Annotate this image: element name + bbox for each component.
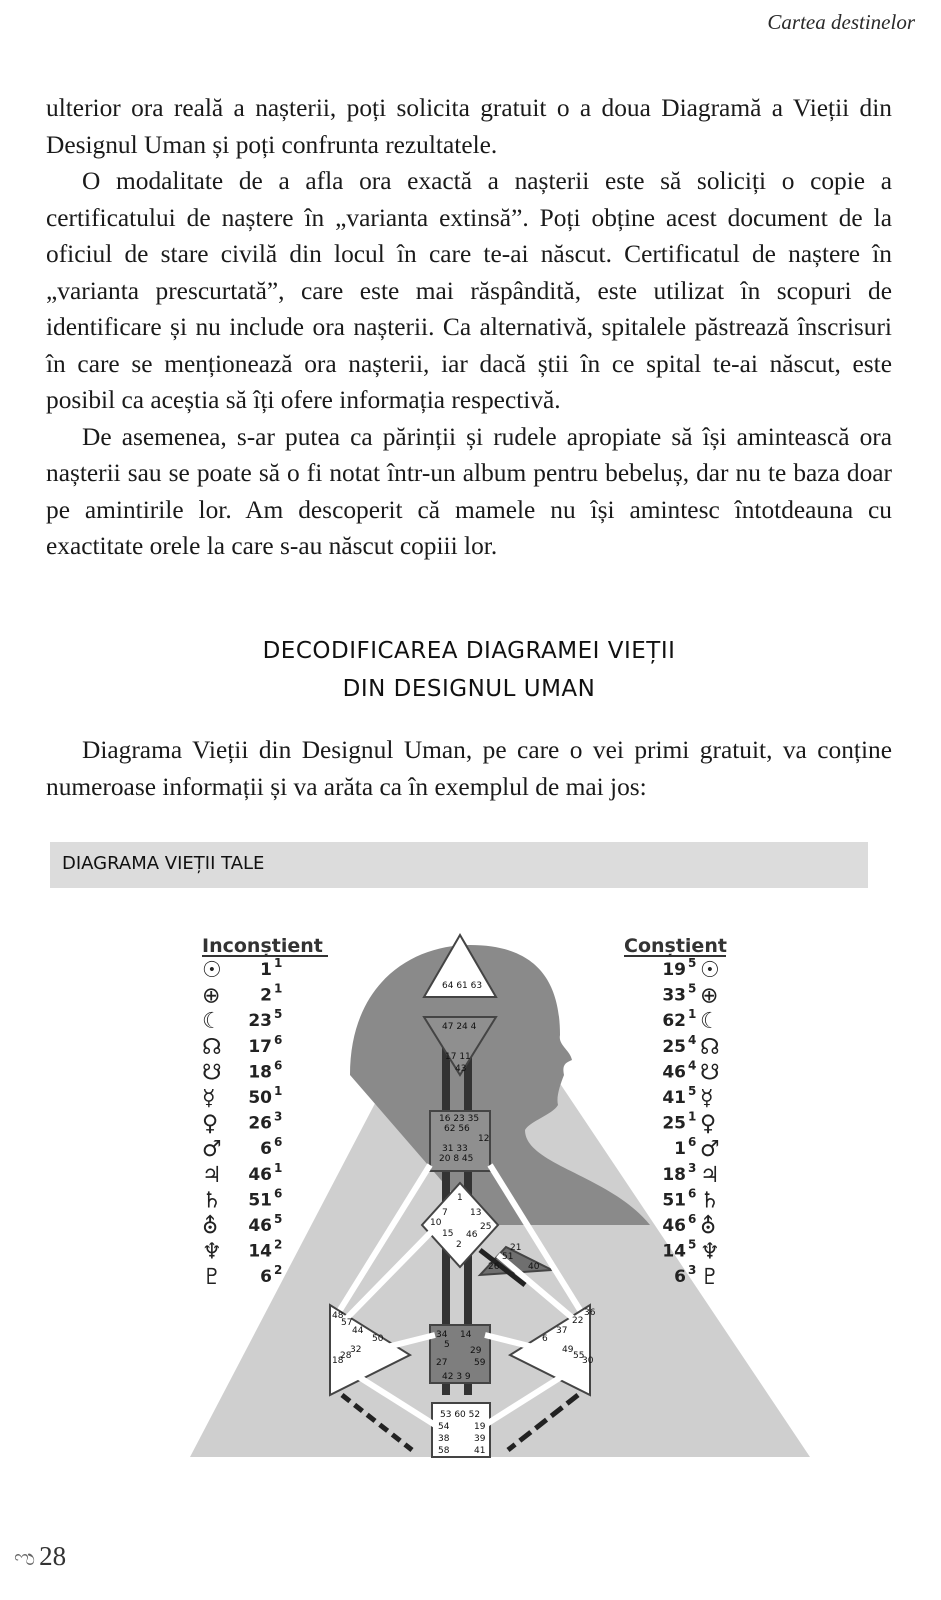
activation-gate: 1 <box>674 1139 686 1160</box>
activation-gate: 18 <box>662 1164 686 1185</box>
activation-line: 6 <box>274 1135 283 1150</box>
gate-label-solar-37: 37 <box>556 1326 568 1336</box>
gate-label-g-10: 10 <box>430 1218 442 1228</box>
paragraph-1: ulterior ora reală a nașterii, poți solicita gratuit o a doua Diagramă a Vieții din Designul Uman și poți confrunta rezultatele. <box>46 94 892 159</box>
activation-line: 6 <box>274 1058 283 1073</box>
gate-label-ajna-mid: 43 <box>455 1064 467 1074</box>
bodygraph-svg <box>180 925 820 1465</box>
activation-line: 5 <box>688 956 697 970</box>
section-intro: Diagrama Vieții din Designul Uman, pe care o vei primi gratuit, va conține numeroase informații și va arăta ca în exemplul de mai jos: <box>46 736 892 801</box>
planet-symbol-icon: ♀ <box>700 1111 717 1137</box>
planet-symbol-icon: ☊ <box>202 1034 222 1060</box>
gate-label-spleen-57: 57 <box>341 1318 353 1328</box>
gate-label-sacral-29: 29 <box>470 1346 482 1356</box>
gate-label-root-19: 19 <box>474 1422 486 1432</box>
activation-gate: 50 <box>248 1088 272 1108</box>
activation-line: 1 <box>274 981 283 996</box>
gate-label-root-top: 53 60 52 <box>440 1410 481 1420</box>
activation-line: 5 <box>274 1212 283 1226</box>
gate-label-g-13: 13 <box>470 1208 482 1218</box>
planet-symbol-icon: ⊕ <box>700 983 719 1009</box>
activation-gate: 25 <box>662 1113 686 1134</box>
planet-symbol-icon: ☾ <box>700 1009 720 1035</box>
gate-label-root-39: 39 <box>474 1434 486 1444</box>
gate-label-sacral-34: 34 <box>436 1330 448 1340</box>
planet-symbol-icon: ⛢ <box>202 1214 219 1239</box>
activation-gate: 23 <box>248 1011 272 1032</box>
gate-label-sacral-5: 5 <box>444 1340 450 1350</box>
planet-symbol-icon: ⛢ <box>700 1214 717 1239</box>
activation-line: 5 <box>688 981 697 996</box>
activation-gate: 51 <box>248 1190 272 1211</box>
activation-line: 2 <box>274 1263 283 1278</box>
gate-label-throat-row2: 62 56 <box>444 1124 470 1134</box>
unconscious-title: Inconștient <box>202 935 323 957</box>
activation-line: 6 <box>688 1135 697 1150</box>
gate-label-root-38: 38 <box>438 1434 450 1444</box>
gate-label-sacral-27: 27 <box>436 1358 448 1368</box>
gate-label-spleen-50: 50 <box>372 1334 384 1344</box>
planet-symbol-icon: ☊ <box>700 1034 720 1060</box>
activation-line: 4 <box>688 1032 697 1047</box>
planet-symbol-icon: ♀ <box>202 1111 219 1137</box>
activation-gate: 6 <box>260 1139 272 1160</box>
activation-gate: 14 <box>248 1241 272 1262</box>
gate-label-ajna-bottom: 17 11 <box>445 1052 471 1062</box>
activation-line: 1 <box>688 1109 697 1124</box>
activation-line: 6 <box>688 1212 697 1226</box>
activation-gate: 2 <box>260 985 272 1006</box>
activation-line: 2 <box>274 1237 283 1252</box>
page-footer <box>14 1541 66 1572</box>
planet-symbol-icon: ♂ <box>202 1137 222 1163</box>
running-head-title: Cartea destinelor <box>767 10 915 34</box>
gate-label-ego-51: 51 <box>502 1252 514 1262</box>
section-heading <box>46 632 892 708</box>
activation-gate: 46 <box>662 1216 686 1236</box>
activation-line: 5 <box>274 1007 283 1022</box>
gate-label-solar-36: 36 <box>584 1308 596 1318</box>
gate-label-g-25: 25 <box>480 1222 492 1232</box>
gate-label-solar-55: 55 <box>573 1351 585 1361</box>
footer-ornament: ಌ <box>14 1545 36 1570</box>
gate-label-sacral-59: 59 <box>474 1358 486 1368</box>
gate-label-solar-30: 30 <box>582 1356 594 1366</box>
gate-label-g-2: 2 <box>456 1240 462 1250</box>
gate-label-head: 64 61 63 <box>442 981 483 991</box>
planet-symbol-icon: ♄ <box>700 1188 720 1214</box>
conscious-title: Conștient <box>624 935 727 957</box>
activation-line: 1 <box>274 1160 283 1175</box>
planet-symbol-icon: ☾ <box>202 1009 222 1035</box>
gate-label-ego-40: 40 <box>528 1262 540 1272</box>
planet-symbol-icon: ♃ <box>700 1162 720 1188</box>
planet-symbol-icon: ☉ <box>700 958 720 983</box>
gate-label-throat-row5: 20 8 45 <box>439 1154 474 1164</box>
activation-line: 1 <box>688 1007 697 1022</box>
gate-label-root-54: 54 <box>438 1422 450 1432</box>
activation-gate: 25 <box>662 1036 686 1057</box>
activation-gate: 46 <box>662 1062 686 1083</box>
activation-line: 5 <box>688 1237 697 1252</box>
gate-label-spleen-32: 32 <box>350 1345 362 1355</box>
section-heading-line-2: DIN DESIGNUL UMAN <box>342 676 596 702</box>
figure-label-bar <box>50 842 868 888</box>
gate-label-root-58: 58 <box>438 1446 450 1456</box>
activation-gate: 51 <box>662 1190 686 1211</box>
activation-line: 4 <box>688 1058 697 1073</box>
figure-label: DIAGRAMA VIEȚII TALE <box>62 853 265 874</box>
bodygraph-figure <box>180 925 820 1465</box>
activation-line: 1 <box>274 956 283 970</box>
gate-label-sacral-bottom: 42 3 9 <box>442 1372 471 1382</box>
activation-line: 5 <box>688 1084 697 1098</box>
activation-gate: 14 <box>662 1241 686 1262</box>
gate-label-solar-6: 6 <box>542 1334 548 1344</box>
activation-gate: 1 <box>260 960 272 980</box>
activation-gate: 17 <box>248 1036 272 1057</box>
page-number: 28 <box>39 1541 67 1571</box>
conscious-activations <box>662 956 719 1290</box>
gate-label-spleen-28: 28 <box>340 1351 352 1361</box>
activation-line: 6 <box>688 1186 697 1201</box>
paragraph-3: De asemenea, s-ar putea ca părinții și rudele apropiate să își amintească ora nașterii sau se poate să o fi notat într-un album pentru bebeluș, dar nu te baza doar pe amintirile lor. Am descoperit că mamele nu își amintesc întotdeauna cu exactitate orele la care s-au născut copiii lor. <box>46 422 892 560</box>
section-heading-line-1: DECODIFICAREA DIAGRAMEI VIEȚII <box>262 638 676 664</box>
activation-gate: 18 <box>248 1062 272 1083</box>
activation-line: 3 <box>688 1263 697 1278</box>
planet-symbol-icon: ♆ <box>202 1239 222 1265</box>
gate-label-spleen-48: 48 <box>332 1311 344 1321</box>
planet-symbol-icon: ☿ <box>202 1086 216 1111</box>
gate-label-throat-top: 16 23 35 <box>439 1114 480 1124</box>
gate-label-g-1: 1 <box>457 1193 463 1203</box>
activation-gate: 62 <box>662 1011 686 1032</box>
activation-gate: 41 <box>662 1088 686 1108</box>
activation-gate: 46 <box>248 1164 272 1185</box>
gate-label-solar-49: 49 <box>562 1345 574 1355</box>
gate-label-g-7: 7 <box>442 1208 448 1218</box>
gate-label-throat-row3: 12 <box>478 1134 490 1144</box>
gate-label-ajna-top: 47 24 4 <box>442 1022 477 1032</box>
activation-gate: 26 <box>248 1113 272 1134</box>
activation-gate: 46 <box>248 1216 272 1236</box>
activation-gate: 19 <box>662 960 686 980</box>
planet-symbol-icon: ♇ <box>700 1265 720 1291</box>
activation-gate: 6 <box>674 1267 686 1288</box>
gate-label-solar-22: 22 <box>572 1316 584 1326</box>
planet-symbol-icon: ♂ <box>700 1137 720 1163</box>
paragraph-2: O modalitate de a afla ora exactă a nașterii este să soliciți o copie a certificatului de naștere în „varianta extinsă”. Poți obține acest document de la oficiul de stare civilă din locul în care te-ai născut. Certificatul de naștere în „varianta prescurtată”, care este mai răspândită, este utilizat în scopuri de identificare și nu include ora nașterii. Ca alternativă, spitalele păstrează înscrisuri în care se menționează ora nașterii, iar dacă știi în ce spital te-ai născut, este posibil ca aceștia să îți ofere informația respectivă. <box>46 167 892 414</box>
planet-symbol-icon: ☋ <box>202 1060 222 1086</box>
gate-label-ego-26: 26 <box>488 1262 500 1272</box>
gate-label-ego-21: 21 <box>510 1243 522 1253</box>
body-text <box>46 90 892 565</box>
activation-line: 3 <box>688 1160 697 1175</box>
gate-label-root-41: 41 <box>474 1446 486 1456</box>
gate-label-g-15: 15 <box>442 1229 454 1239</box>
planet-symbol-icon: ☉ <box>202 958 222 983</box>
gate-label-spleen-18: 18 <box>332 1356 344 1366</box>
activation-line: 3 <box>274 1109 283 1124</box>
gate-label-throat-row4: 31 33 <box>442 1144 468 1154</box>
unconscious-activations <box>202 956 282 1290</box>
activation-line: 6 <box>274 1032 283 1047</box>
planet-symbol-icon: ♃ <box>202 1162 222 1188</box>
activation-gate: 33 <box>662 985 686 1006</box>
activation-line: 1 <box>274 1084 283 1098</box>
activation-gate: 6 <box>260 1267 272 1288</box>
planet-symbol-icon: ♄ <box>202 1188 222 1214</box>
activation-line: 6 <box>274 1186 283 1201</box>
gate-label-sacral-14: 14 <box>460 1330 472 1340</box>
planet-symbol-icon: ☋ <box>700 1060 720 1086</box>
planet-symbol-icon: ⊕ <box>202 983 221 1009</box>
planet-symbol-icon: ♆ <box>700 1239 720 1265</box>
gate-label-spleen-44: 44 <box>352 1326 364 1336</box>
planet-symbol-icon: ♇ <box>202 1265 222 1291</box>
gate-label-g-46: 46 <box>466 1230 478 1240</box>
planet-symbol-icon: ☿ <box>700 1086 714 1111</box>
